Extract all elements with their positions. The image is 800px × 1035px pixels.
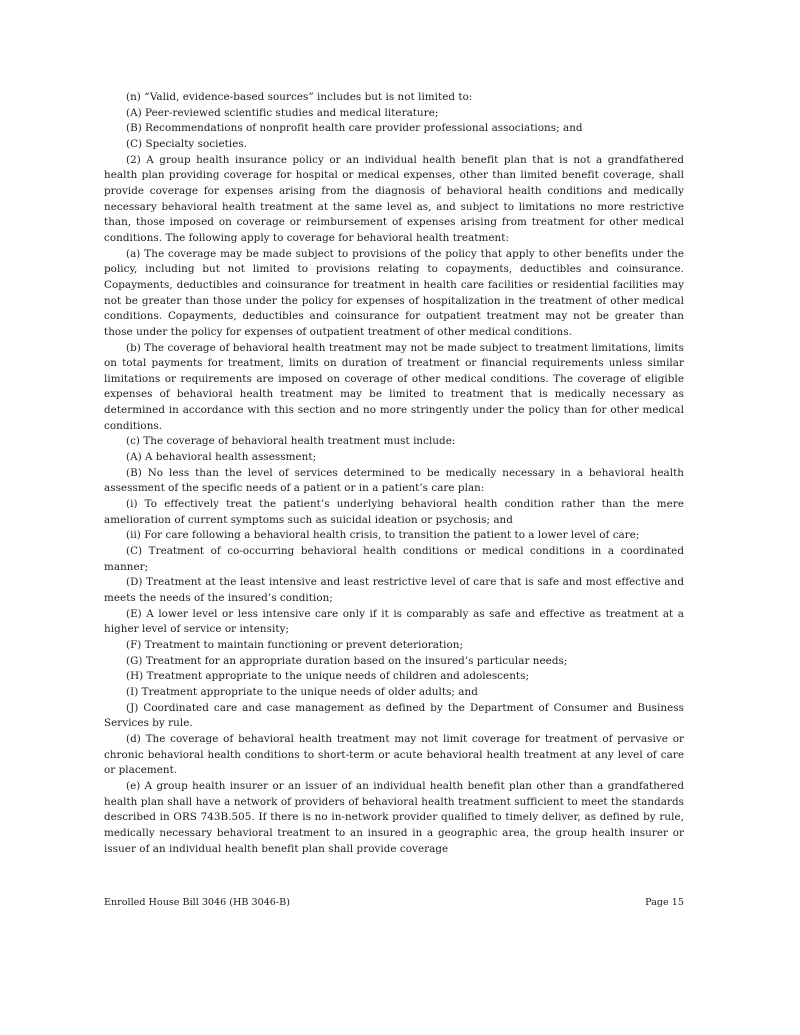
paragraph-2c-e: (E) A lower level or less intensive care only if it is comparably as safe and effective as treatment at a higher level of service or intensity; [104, 607, 684, 636]
paragraph-2b: (b) The coverage of behavioral health treatment may not be made subject to treatment limitations, limits on total payments for treatment, limits on duration of treatment or financial requirements unless similar limitations or requirements are imposed on coverage of other medical conditions. The coverage of eligible expenses of behavioral health treatment may be limited to treatment that is medically necessary as determined in accordance with this section and no more stringently under the policy than for other medical conditions. [104, 341, 684, 432]
paragraph-2c: (c) The coverage of behavioral health treatment must include: [126, 435, 456, 448]
paragraph-2: (2) A group health insurance policy or an individual health benefit plan that is not a grandfathered health plan providing coverage for hospital or medical expenses, other than limited benefit coverage, shall provide coverage for expenses arising from the diagnosis of behavioral health conditions and medically necessary behavioral health treatment at the same level as, and subject to limitations no more restrictive than, those imposed on coverage or reimbursement of expenses arising from treatment for other medical conditions. The following apply to coverage for behavioral health treatment: [104, 153, 684, 244]
paragraph-2c-j: (J) Coordinated care and case management as defined by the Department of Consumer and Business Services by rule. [104, 701, 684, 730]
document-body [104, 90, 684, 857]
paragraph-2d: (d) The coverage of behavioral health treatment may not limit coverage for treatment of pervasive or chronic behavioral health conditions to short-term or acute behavioral health treatment at any level of care or placement. [104, 732, 684, 777]
paragraph-n-c: (C) Specialty societies. [126, 137, 248, 150]
paragraph-2c-h: (H) Treatment appropriate to the unique needs of children and adolescents; [126, 670, 530, 683]
paragraph-2c-b-ii: (ii) For care following a behavioral health crisis, to transition the patient to a lower level of care; [126, 529, 640, 542]
page-number: Page 15 [645, 897, 684, 908]
paragraph-2c-a: (A) A behavioral health assessment; [126, 451, 317, 464]
paragraph-n-b: (B) Recommendations of nonprofit health care provider professional associations; and [126, 122, 583, 135]
paragraph-2c-b: (B) No less than the level of services determined to be medically necessary in a behavioral health assessment of the specific needs of a patient or in a patient’s care plan: [104, 466, 684, 495]
paragraph-2a: (a) The coverage may be made subject to provisions of the policy that apply to other benefits under the policy, including but not limited to provisions relating to copayments, deductibles and coinsurance. Copayments, deductibles and coinsurance for treatment in health care facilities or residential facilities may not be greater than those under the policy for expenses of hospitalization in the treatment of other medical conditions. Copayments, deductibles and coinsurance for outpatient treatment may not be greater than those under the policy for expenses of outpatient treatment of other medical conditions. [104, 247, 684, 338]
bill-label: Enrolled House Bill 3046 (HB 3046-B) [104, 897, 290, 908]
page-footer [104, 896, 684, 910]
paragraph-2e: (e) A group health insurer or an issuer of an individual health benefit plan other than a grandfathered health plan shall have a network of providers of behavioral health treatment sufficient to meet the standards described in ORS 743B.505. If there is no in-network provider qualified to timely deliver, as defined by rule, medically necessary behavioral treatment to an insured in a geographic area, the group health insurer or issuer of an individual health benefit plan shall provide coverage [104, 779, 684, 855]
paragraph-2c-d: (D) Treatment at the least intensive and least restrictive level of care that is safe and most effective and meets the needs of the insured’s condition; [104, 576, 684, 604]
paragraph-n-a: (A) Peer-reviewed scientific studies and medical literature; [126, 106, 439, 119]
paragraph-n: (n) “Valid, evidence-based sources” includes but is not limited to: [126, 91, 473, 103]
paragraph-2c-g: (G) Treatment for an appropriate duration based on the insured’s particular needs; [126, 654, 568, 667]
paragraph-2c-i: (I) Treatment appropriate to the unique needs of older adults; and [126, 685, 478, 698]
paragraph-2c-c: (C) Treatment of co-occurring behavioral health conditions or medical conditions in a coordinated manner; [104, 545, 684, 573]
paragraph-2c-f: (F) Treatment to maintain functioning or prevent deterioration; [126, 638, 464, 651]
paragraph-2c-b-i: (i) To effectively treat the patient’s underlying behavioral health condition rather than the mere amelioration of current symptoms such as suicidal ideation or psychosis; and [104, 498, 684, 526]
